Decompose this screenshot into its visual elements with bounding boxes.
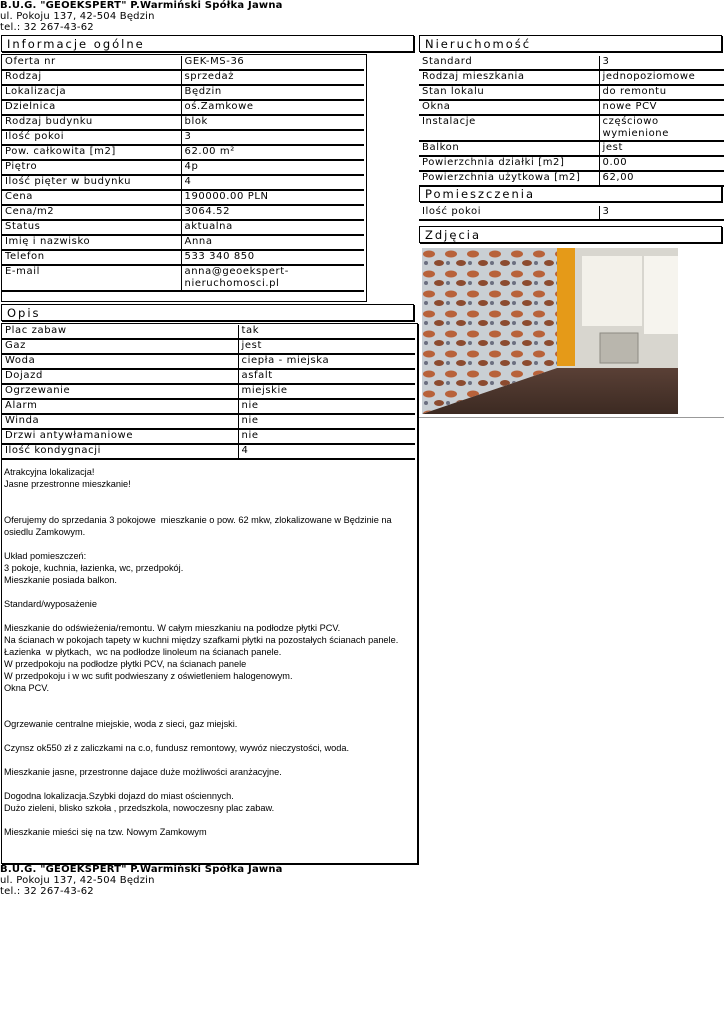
opis-row-label: Ogrzewanie (2, 384, 238, 399)
general-row (2, 100, 364, 115)
property-row-value: 0.00 (599, 156, 724, 171)
general-row-value: 533 340 850 (181, 250, 364, 265)
opis-row-value: miejskie (238, 384, 415, 399)
rooms-row (419, 206, 724, 220)
general-row-label: Ilość pokoi (2, 130, 181, 145)
opis-row-value: tak (238, 325, 415, 339)
property-row-value: 62,00 (599, 171, 724, 186)
property-row (419, 100, 724, 115)
property-row-label: Stan lokalu (419, 85, 599, 100)
property-row (419, 141, 724, 156)
opis-row-value: ciepła - miejska (238, 354, 415, 369)
photos-divider (419, 417, 724, 418)
opis-table (2, 325, 415, 460)
property-row (419, 70, 724, 85)
property-row (419, 171, 724, 186)
property-row-value: do remontu (599, 85, 724, 100)
general-row-value: oś.Zamkowe (181, 100, 364, 115)
general-row-value: sprzedaż (181, 70, 364, 85)
general-row-label: Piętro (2, 160, 181, 175)
property-row (419, 56, 724, 70)
opis-row-label: Ilość kondygnacji (2, 444, 238, 459)
opis-row-label: Plac zabaw (2, 325, 238, 339)
general-row-value: 62.00 m² (181, 145, 364, 160)
general-row-label: Lokalizacja (2, 85, 181, 100)
opis-row-label: Woda (2, 354, 238, 369)
property-row-label: Instalacje (419, 115, 599, 141)
general-row-value: blok (181, 115, 364, 130)
general-row (2, 115, 364, 130)
general-row (2, 250, 364, 265)
footer-company-phone: tel.: 32 267-43-62 (0, 886, 94, 897)
opis-row-value: asfalt (238, 369, 415, 384)
general-row-value: 3064.52 (181, 205, 364, 220)
opis-row-label: Winda (2, 414, 238, 429)
general-row (2, 145, 364, 160)
general-row (2, 220, 364, 235)
general-row-label: Telefon (2, 250, 181, 265)
rooms-row-value: 3 (599, 206, 724, 220)
general-row-label: E-mail (2, 265, 181, 291)
general-row-label: Dzielnica (2, 100, 181, 115)
general-row (2, 175, 364, 190)
general-row-value: anna@geoekspert- nieruchomosci.pl (181, 265, 364, 291)
opis-row (2, 444, 415, 459)
general-row-value: Będzin (181, 85, 364, 100)
company-address: ul. Pokoju 137, 42-504 Będzin (0, 11, 155, 22)
general-row-value: aktualna (181, 220, 364, 235)
opis-row-value: nie (238, 414, 415, 429)
property-row-label: Balkon (419, 141, 599, 156)
general-row (2, 190, 364, 205)
property-row-label: Rodzaj mieszkania (419, 70, 599, 85)
general-row-label: Cena/m2 (2, 205, 181, 220)
opis-row (2, 414, 415, 429)
opis-row-label: Drzwi antywłamaniowe (2, 429, 238, 444)
opis-row (2, 399, 415, 414)
general-row-label: Status (2, 220, 181, 235)
general-row-label: Ilość pięter w budynku (2, 175, 181, 190)
general-row-value: 4p (181, 160, 364, 175)
property-section-title: Nieruchomość (419, 35, 722, 52)
opis-row (2, 325, 415, 339)
property-row-value: jest (599, 141, 724, 156)
footer-company-name: B.U.G. "GEOEKSPERT" P.Warmiński Spółka Jawna (0, 864, 283, 875)
property-row-value: 3 (599, 56, 724, 70)
general-row-label: Rodzaj (2, 70, 181, 85)
header (0, 0, 283, 33)
opis-row (2, 369, 415, 384)
property-row-value: jednopoziomowe (599, 70, 724, 85)
property-row (419, 85, 724, 100)
general-row-value: GEK-MS-36 (181, 56, 364, 70)
rooms-section-title: Pomieszczenia (419, 185, 722, 202)
opis-row-value: jest (238, 339, 415, 354)
property-row-value: częściowo wymienione (599, 115, 724, 141)
opis-row-label: Gaz (2, 339, 238, 354)
opis-row-value: nie (238, 399, 415, 414)
general-row-value: 4 (181, 175, 364, 190)
opis-row-label: Dojazd (2, 369, 238, 384)
general-row (2, 130, 364, 145)
footer-company-address: ul. Pokoju 137, 42-504 Będzin (0, 875, 155, 886)
opis-row (2, 354, 415, 369)
photos-section-title: Zdjęcia (419, 226, 722, 243)
general-row-value: 3 (181, 130, 364, 145)
general-row (2, 85, 364, 100)
general-row (2, 70, 364, 85)
rooms-row-label: Ilość pokoi (419, 206, 599, 220)
company-name: B.U.G. "GEOEKSPERT" P.Warmiński Spółka Jawna (0, 0, 283, 11)
opis-row (2, 429, 415, 444)
general-row (2, 235, 364, 250)
general-row-label: Oferta nr (2, 56, 181, 70)
opis-row-value: nie (238, 429, 415, 444)
company-phone: tel.: 32 267-43-62 (0, 22, 94, 33)
general-row-value: 190000.00 PLN (181, 190, 364, 205)
general-row (2, 265, 364, 291)
property-table (419, 56, 724, 187)
apartment-photo[interactable] (422, 248, 678, 414)
general-row-label: Pow. całkowita [m2] (2, 145, 181, 160)
property-row-label: Okna (419, 100, 599, 115)
general-table (2, 56, 364, 292)
opis-row-label: Alarm (2, 399, 238, 414)
rooms-table (419, 206, 724, 221)
property-row (419, 156, 724, 171)
property-row-value: nowe PCV (599, 100, 724, 115)
property-row-label: Powierzchnia działki [m2] (419, 156, 599, 171)
opis-row (2, 339, 415, 354)
general-row-label: Rodzaj budynku (2, 115, 181, 130)
general-row-label: Imię i nazwisko (2, 235, 181, 250)
general-row-label: Cena (2, 190, 181, 205)
opis-section-title: Opis (1, 304, 414, 321)
property-row (419, 115, 724, 141)
general-section-title: Informacje ogólne (1, 35, 414, 52)
general-row-value: Anna (181, 235, 364, 250)
general-row (2, 160, 364, 175)
property-row-label: Powierzchnia użytkowa [m2] (419, 171, 599, 186)
footer (0, 864, 283, 897)
opis-row-value: 4 (238, 444, 415, 459)
opis-description-text: Atrakcyjna lokalizacja! Jasne przestronne mieszkanie! Oferujemy do sprzedania 3 pokojowe mieszkanie o pow. 62 mkw, zlokalizowane w Będzinie na osiedlu Zamkowym. Układ pomieszczeń: 3 pokoje, kuchnia, łazienka, wc, przedpokój. Mieszkanie posiada balkon. Standard/wyposażenie Mieszkanie do odświeżenia/remontu. W całym mieszkaniu na podłodze płytki PCV. Na ścianach w pokojach tapety w kuchni między szafkami płytki na pozostałych ścianach panele. Łazienka w płytkach, wc na podłodze linoleum na ścianach panele. W przedpokoju na podłodze płytki PCV, na ścianach panele W przedpokoju i w wc sufit podwieszany z oświetleniem halogenowym. Okna PCV. Ogrzewanie centralne miejskie, woda z sieci, gaz miejski. Czynsz ok550 zł z zaliczkami na c.o, fundusz remontowy, wywóz nieczystości, woda. Mieszkanie jasne, przestronne dajace duże możliwości aranżacyjne. Dogodna lokalizacja.Szybki dojazd do miast ościennych. Dużo zieleni, blisko szkoła , przedszkola, nowoczesny plac zabaw. Mieszkanie mieści się na tzw. Nowym Zamkowym (4, 467, 399, 837)
general-row (2, 56, 364, 70)
opis-description (4, 466, 416, 838)
opis-row (2, 384, 415, 399)
property-row-label: Standard (419, 56, 599, 70)
general-row (2, 205, 364, 220)
